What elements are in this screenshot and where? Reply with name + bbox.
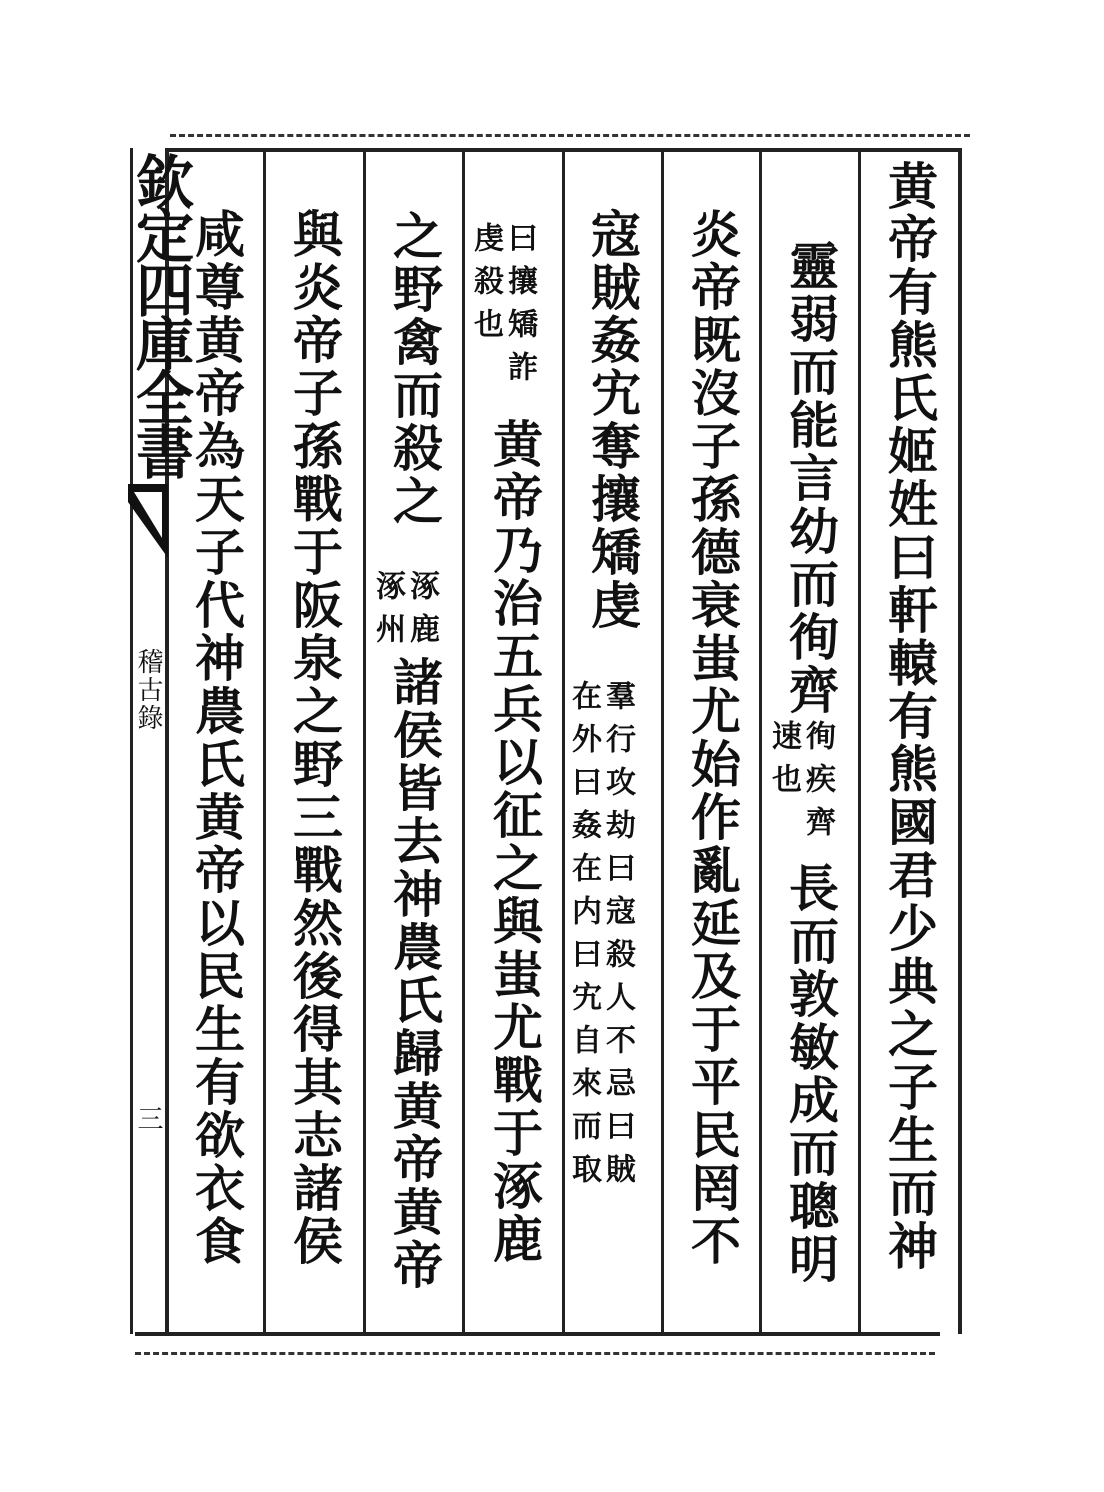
column-text: 諸侯皆去神農氏歸黄帝黄帝 [385, 656, 444, 1292]
column-divider [263, 150, 266, 1332]
column-text: 寇賊姦宄奪攘矯虔 [583, 208, 642, 632]
commentary-note [766, 720, 835, 849]
note-line: 速也 [766, 720, 801, 806]
text-column-6 [370, 210, 458, 528]
text-column-8 [172, 208, 260, 1268]
column-divider [858, 150, 861, 1332]
fish-tail-mark-icon [128, 482, 168, 560]
column-text: 炎帝既沒子孫德衰蚩尤始作亂延及于平民罔不 [683, 208, 742, 1268]
text-column-6-continued [370, 656, 458, 1292]
bottom-dashed-rule [135, 1352, 935, 1355]
column-text: 靈弱而能言幼而徇齊 [781, 240, 840, 717]
frame-bottom-border [135, 1332, 940, 1336]
text-column-3 [668, 208, 756, 1268]
column-text: 長而敦敏成而聰明 [781, 862, 840, 1286]
note-line: 曰攘矯詐 [502, 222, 537, 394]
text-column-1 [865, 160, 953, 1273]
commentary-note [468, 222, 537, 394]
top-dashed-rule [170, 134, 970, 137]
column-divider [462, 150, 465, 1332]
note-line: 在外曰姦在内曰宄自來而取 [566, 680, 601, 1196]
note-line: 涿鹿 [404, 570, 439, 656]
note-line: 徇疾齊 [800, 720, 835, 849]
page-number: 三 [133, 1105, 163, 1133]
text-column-7 [270, 208, 358, 1268]
frame-right-border [958, 148, 962, 1334]
book-title: 欽定四庫全書 [126, 152, 194, 476]
text-column-2-continued [766, 862, 854, 1286]
note-line: 羣行攻劫曰寇殺人不忌曰賊 [600, 680, 635, 1196]
column-text: 與炎帝子孫戰于阪泉之野三戰然後得其志諸侯 [285, 208, 344, 1268]
column-divider [759, 150, 762, 1332]
column-text: 黄帝乃治五兵以征之與蚩尤戰于涿鹿 [485, 418, 544, 1266]
commentary-note [566, 680, 635, 1196]
text-column-5 [470, 418, 558, 1266]
text-column-2 [766, 240, 854, 717]
text-column-4 [568, 208, 656, 632]
column-text: 黄帝有熊氏姬姓曰軒轅有熊國君少典之子生而神 [880, 160, 939, 1273]
volume-title: 稽古錄 [133, 648, 163, 732]
column-text: 咸尊黄帝為天子代神農氏黄帝以民生有欲衣食 [187, 208, 246, 1268]
column-text: 之野禽而殺之 [385, 210, 444, 528]
commentary-note [370, 570, 439, 656]
note-line: 涿州 [370, 570, 405, 656]
column-divider [363, 150, 366, 1332]
note-line: 虔殺也 [468, 222, 503, 351]
column-divider [562, 150, 565, 1332]
column-divider [661, 150, 664, 1332]
